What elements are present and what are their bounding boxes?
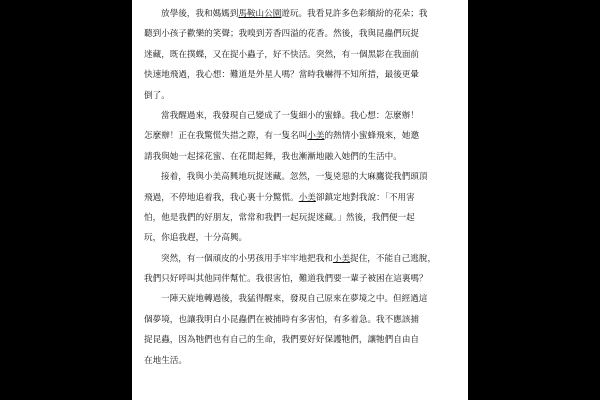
text-line [144, 147, 468, 167]
text-segment: 的熱情小蜜蜂飛來，她邀 [324, 131, 420, 142]
text-line [144, 106, 468, 126]
text-line [144, 249, 468, 269]
essay-body [144, 4, 468, 371]
text-line [144, 167, 468, 187]
text-segment: 捉昆蟲，因為牠們也有自己的生命，我們要好好保護牠們，讓牠們自由自 [144, 335, 420, 346]
paragraph [144, 4, 468, 106]
text-segment: 在地生活。 [144, 355, 187, 366]
text-segment: 聽到小孩子歡樂的笑聲；我嗅到芳香四溢的花香。然後，我與昆蟲們玩捉 [144, 29, 420, 40]
text-segment: 我們只好呼叫其他同伴幫忙。我很害怕，難道我們要一輩子被困在這裏嗎？ [144, 274, 428, 285]
text-segment: 怎麼辦！正在我驚慌失措之際，有一隻名叫 [144, 131, 308, 142]
document-page [132, 0, 468, 400]
text-segment: 請我與她一起採花蜜、在花間起舞，我也漸漸地融入她們的生活中。 [144, 151, 402, 162]
text-segment: 一陣天旋地轉過後，我猛得醒來，發現自己原來在夢境之中。但經過這 [161, 294, 428, 305]
text-line [144, 4, 468, 24]
text-line [144, 126, 468, 146]
text-segment: 接着，我與小美高興地玩捉迷藏。忽然，一隻兇惡的大麻鷹從我們頭頂 [161, 172, 428, 183]
text-line [144, 208, 468, 228]
text-line [144, 228, 468, 248]
paragraph [144, 249, 468, 290]
text-segment: 倒了。 [144, 90, 170, 101]
proper-noun: 小美 [332, 253, 351, 264]
text-segment: 遊玩。我看見許多色彩繽紛的花朵；我 [281, 9, 428, 19]
text-segment: 當我醒過來，我發現自己變成了一隻細小的蜜蜂。我心想：怎麼辦！ [161, 110, 419, 121]
text-line [144, 24, 468, 44]
text-segment: 捉住，不能自己逃脫， [350, 253, 437, 264]
text-line [144, 289, 468, 309]
text-segment: 迷藏，既在撲蝶，又在捉小蟲子，好不快活。突然，有一個黑影在我面前 [144, 49, 420, 60]
paragraph [144, 106, 468, 167]
text-segment: 玩，你追我趕，十分高興。 [144, 233, 248, 244]
text-line [144, 310, 468, 330]
text-segment: 個夢境，也讓我明白小昆蟲們在被捕時有多害怕，有多着急。我不應該捕 [144, 314, 420, 325]
text-line [144, 330, 468, 350]
text-segment: 快速地飛過，我心想：難道是外星人嗎？當時我嚇得不知所措，最後更暈 [144, 70, 420, 81]
proper-noun: 馬鞍山公園 [238, 9, 282, 19]
proper-noun: 小美 [307, 131, 325, 142]
proper-noun: 小美 [298, 192, 316, 203]
text-segment: 突然，有一個頑皮的小男孩用手牢牢地把我和 [161, 253, 333, 264]
text-segment: 卻鎮定地對我說：「不用害 [315, 192, 415, 203]
paragraph [144, 289, 468, 371]
text-line [144, 188, 468, 208]
text-line [144, 351, 468, 371]
text-segment: 飛過，不停地追着我，我心裏十分驚慌。 [144, 192, 299, 203]
text-segment: 怕，他是我們的好朋友，常常和我們一起玩捉迷藏。」然後，我們便一起 [144, 212, 415, 223]
text-line [144, 269, 468, 289]
text-line [144, 45, 468, 65]
text-line [144, 86, 468, 106]
text-segment: 放學後，我和媽媽到 [161, 9, 239, 19]
paragraph [144, 167, 468, 249]
text-line [144, 65, 468, 85]
